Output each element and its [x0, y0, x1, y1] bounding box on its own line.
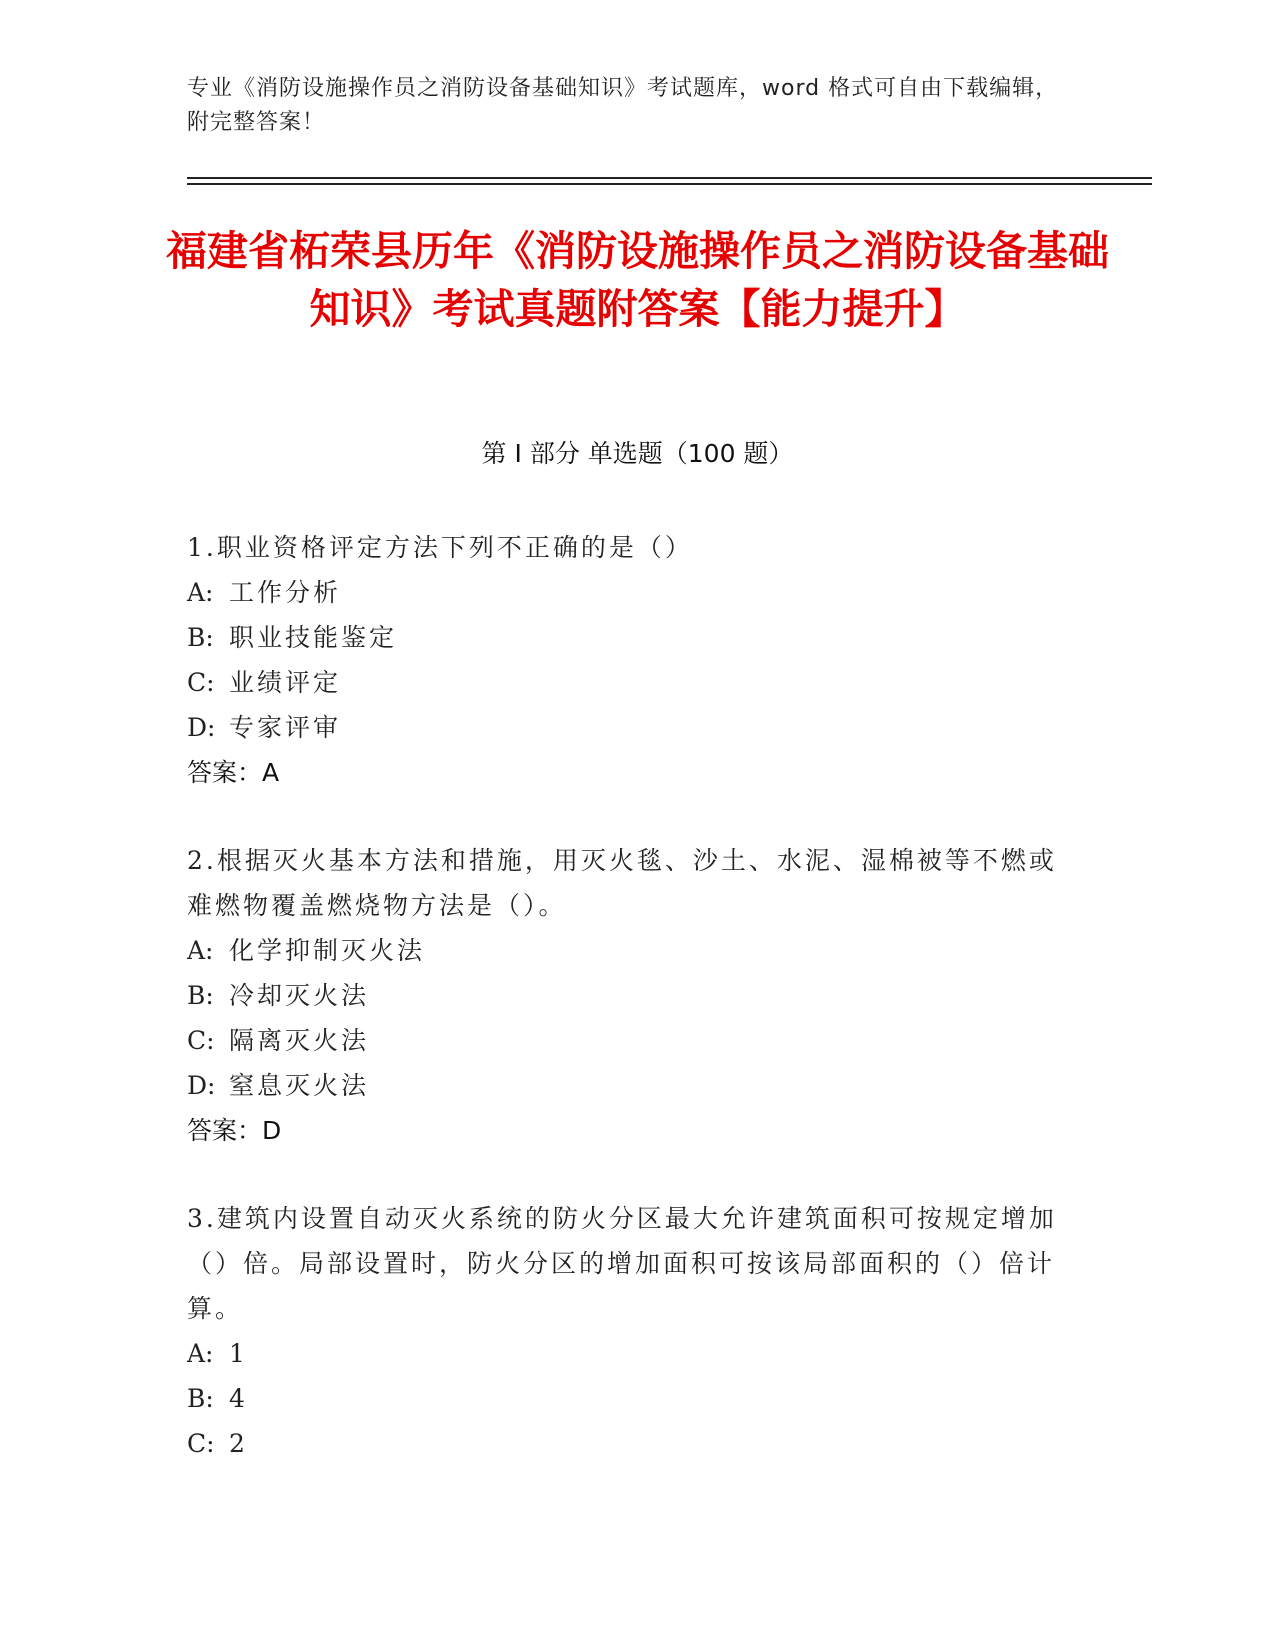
question-stem: 1.职业资格评定方法下列不正确的是（）	[187, 533, 693, 562]
option-key: D:	[187, 713, 216, 742]
option-text: 2	[229, 1429, 248, 1458]
option-key: B:	[187, 623, 214, 652]
option-text: 业绩评定	[229, 668, 342, 697]
option-text: 隔离灭火法	[229, 1026, 370, 1055]
question-3	[187, 1196, 1067, 1466]
option-d	[187, 1063, 1067, 1108]
option-c	[187, 1421, 1067, 1466]
option-text: 专家评审	[229, 713, 342, 742]
option-key: D:	[187, 1071, 216, 1100]
option-key: A:	[187, 1339, 214, 1368]
option-text: 1	[229, 1339, 248, 1368]
option-text: 职业技能鉴定	[229, 623, 398, 652]
option-b	[187, 1376, 1067, 1421]
option-text: 冷却灭火法	[229, 981, 370, 1010]
answer-line: 答案：A	[187, 758, 280, 787]
option-a	[187, 1331, 1067, 1376]
option-c	[187, 1018, 1067, 1063]
option-key: A:	[187, 936, 214, 965]
option-key: B:	[187, 1384, 214, 1413]
document-title: 福建省柘荣县历年《消防设施操作员之消防设备基础知识》考试真题附答案【能力提升】	[166, 227, 1109, 333]
option-a	[187, 570, 1067, 615]
option-text: 工作分析	[229, 578, 342, 607]
option-b	[187, 615, 1067, 660]
option-d	[187, 705, 1067, 750]
section-title: 第 I 部分 单选题（100 题）	[481, 439, 794, 468]
header-divider-top	[187, 177, 1152, 179]
question-1	[187, 525, 1067, 795]
option-key: C:	[187, 668, 215, 697]
option-b	[187, 973, 1067, 1018]
answer-line: 答案：D	[187, 1116, 282, 1145]
option-text: 窒息灭火法	[229, 1071, 370, 1100]
option-key: A:	[187, 578, 214, 607]
option-text: 4	[229, 1384, 248, 1413]
option-key: B:	[187, 981, 214, 1010]
option-c	[187, 660, 1067, 705]
option-text: 化学抑制灭火法	[229, 936, 426, 965]
header-note: 专业《消防设施操作员之消防设备基础知识》考试题库，word 格式可自由下载编辑，附完整答案！	[187, 76, 1059, 135]
question-stem: 2.根据灭火基本方法和措施，用灭火毯、沙土、水泥、湿棉被等不燃或难燃物覆盖燃烧物方法是（）。	[187, 846, 1057, 920]
header-divider-bottom	[187, 183, 1152, 185]
question-2	[187, 838, 1067, 1153]
option-a	[187, 928, 1067, 973]
option-key: C:	[187, 1429, 215, 1458]
question-list	[187, 525, 1067, 1509]
question-stem: 3.建筑内设置自动灭火系统的防火分区最大允许建筑面积可按规定增加（）倍。局部设置时，防火分区的增加面积可按该局部面积的（）倍计算。	[187, 1204, 1057, 1323]
option-key: C:	[187, 1026, 215, 1055]
